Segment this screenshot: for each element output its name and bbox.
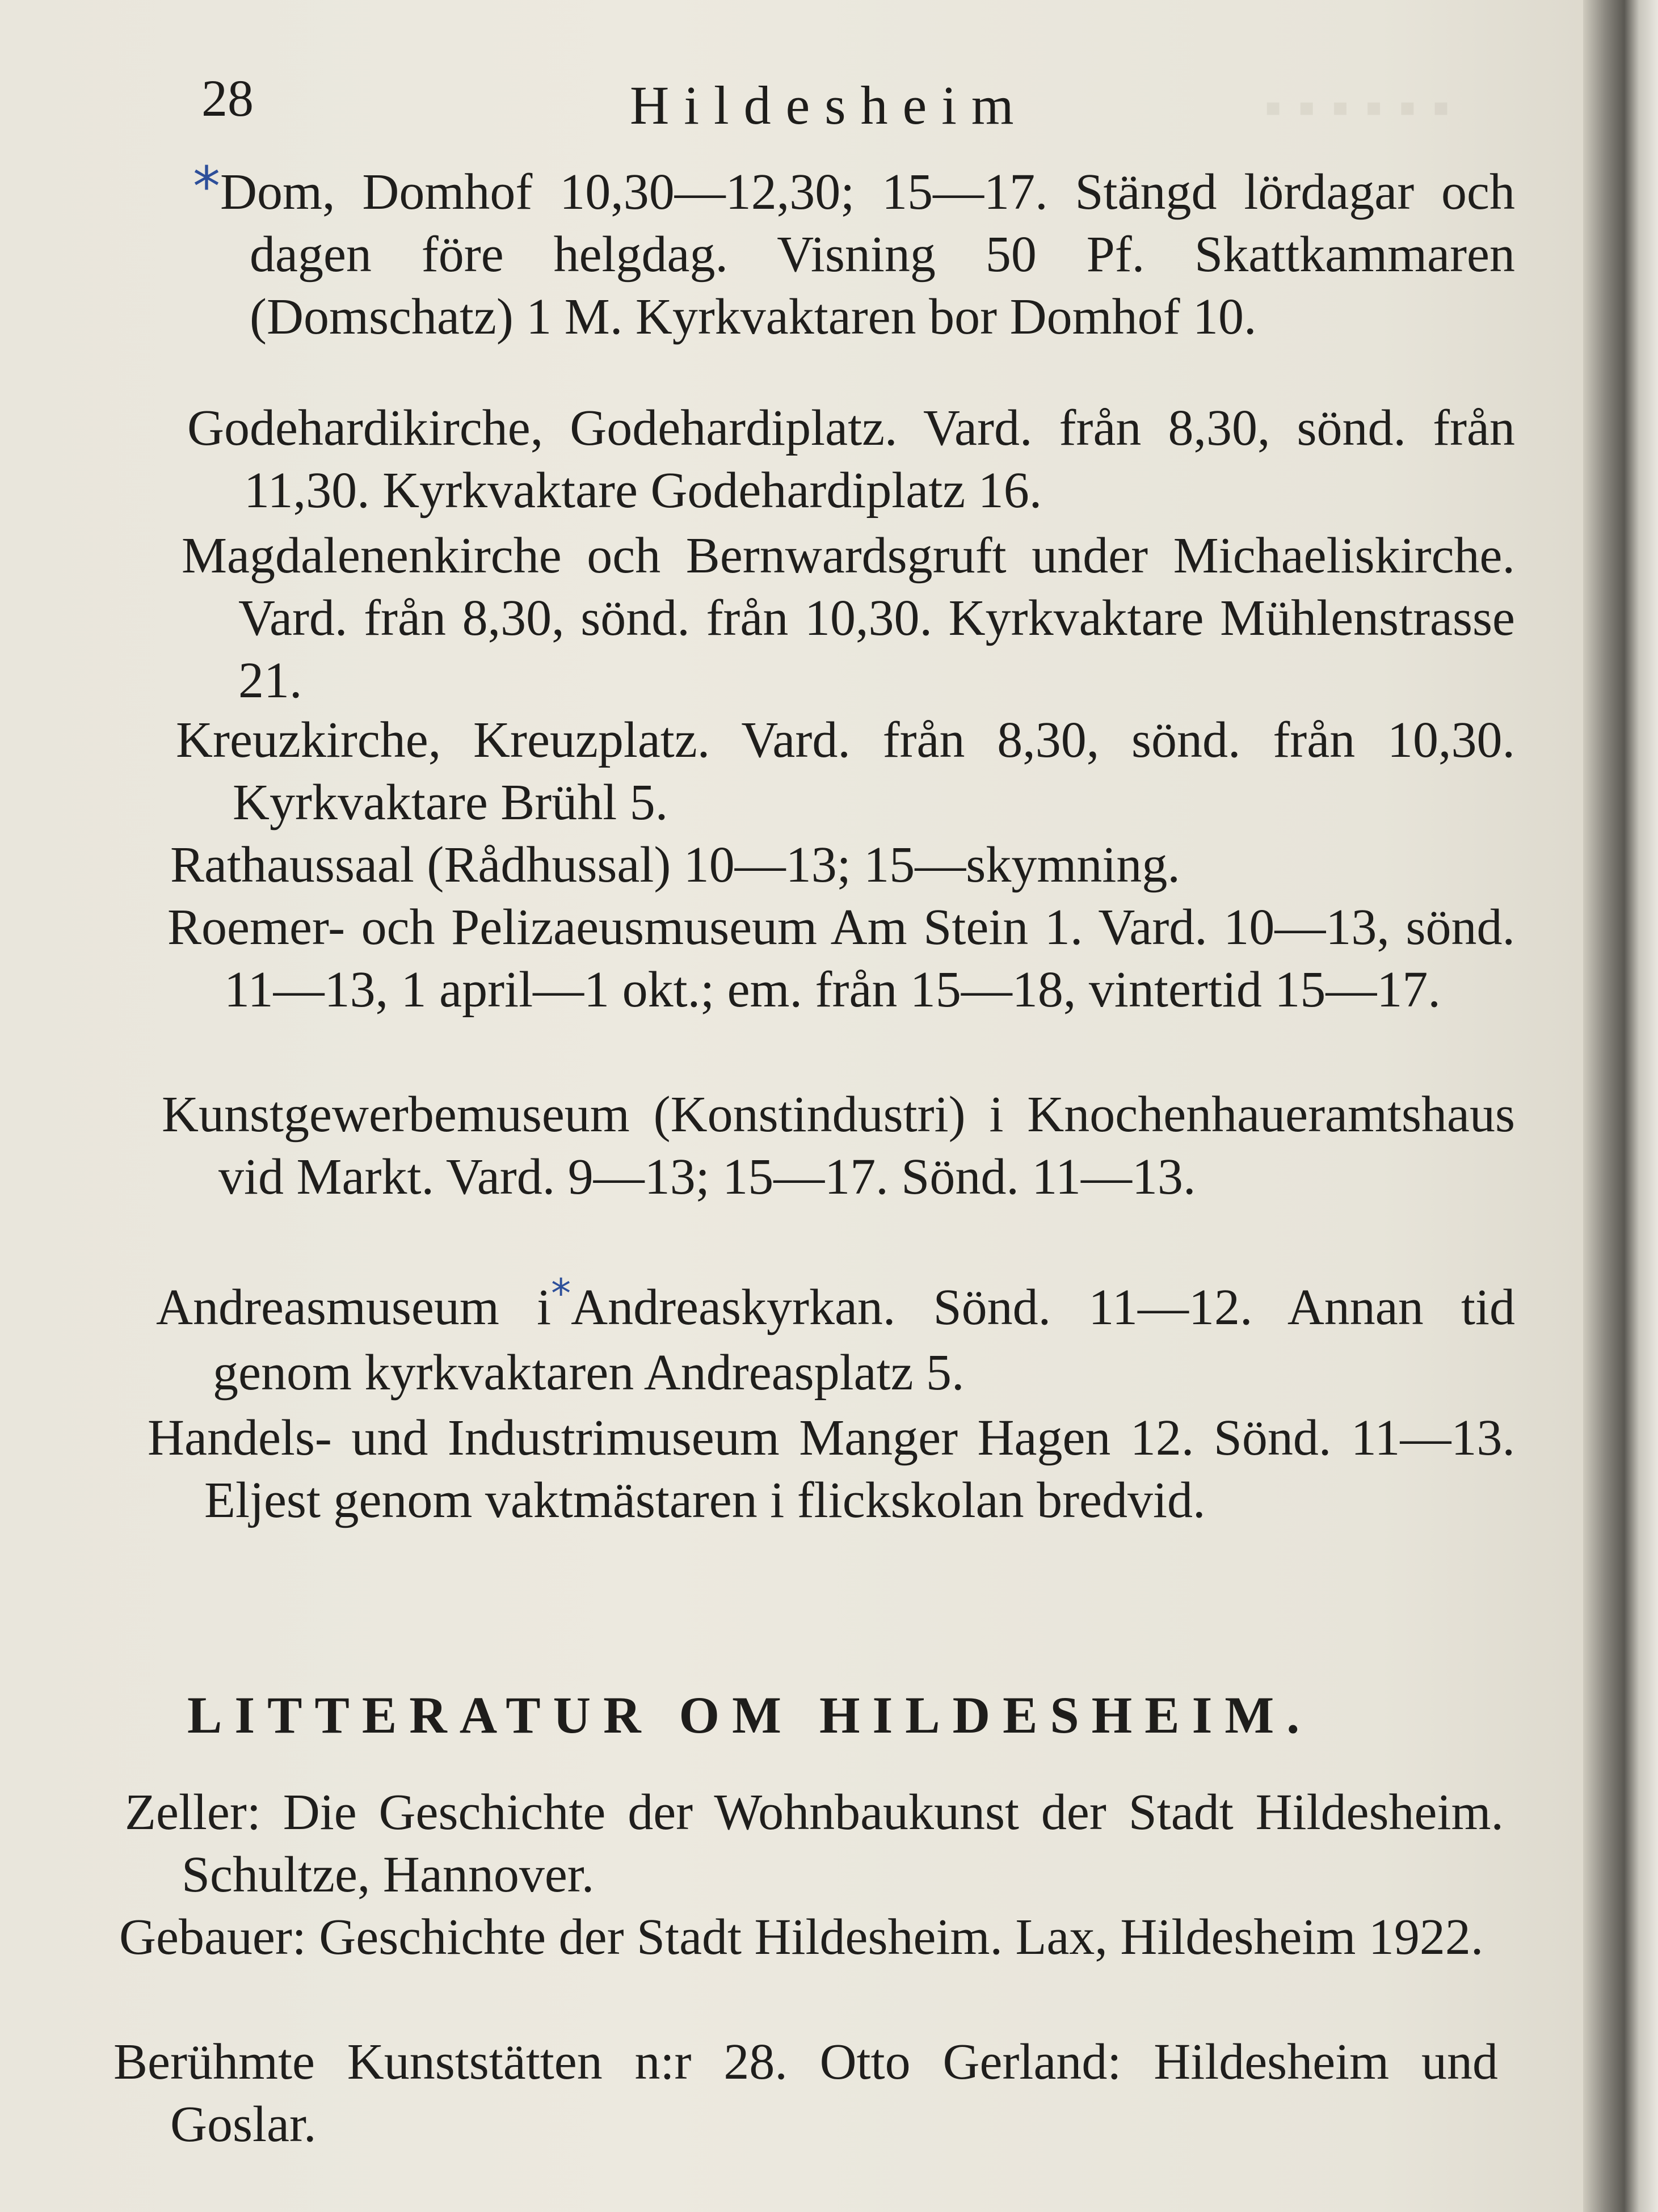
- entry-roemer-pelizaeusmuseum: [167, 896, 1515, 1021]
- entry-text: Kunstgewerbemuseum (Konstindustri) i Knochenhaueramtshaus vid Markt. Vard. 9—13; 15—17. Sönd. 11—13.: [162, 1086, 1515, 1205]
- entry-text-before: Andreasmuseum i: [156, 1279, 552, 1335]
- show-through-text: ▪▪▪▪▪▪: [1248, 81, 1450, 136]
- entry-text: Roemer- och Pelizaeusmuseum Am Stein 1. Vard. 10—13, sönd. 11—13, 1 april—1 okt.; em. från 15—18, vintertid 15—17.: [167, 899, 1515, 1018]
- entry-text-after: Andreaskyrkan. Sönd. 11—12. Annan tid genom kyrkvaktaren Andreasplatz 5.: [213, 1279, 1515, 1401]
- literature-item-zeller: [125, 1781, 1504, 1906]
- section-heading-literature: LITTERATUR OM HILDESHEIM.: [187, 1686, 1312, 1744]
- entry-kunstgewerbemuseum: [162, 1084, 1515, 1208]
- entry-kreuzkirche: [176, 709, 1515, 834]
- entry-text: Godehardikirche, Godehardiplatz. Vard. från 8,30, sönd. från 11,30. Kyrkvaktare Godehardiplatz 16.: [187, 400, 1515, 519]
- entry-rathaussaal: [170, 834, 1515, 896]
- entry-handels-industrimuseum: [148, 1407, 1515, 1532]
- literature-item-kunststatten: [113, 2031, 1498, 2156]
- literature-item-gebauer: [119, 1906, 1504, 1969]
- entry-text: Magdalenenkirche och Bernwardsgruft under Michaeliskirche. Vard. från 8,30, sönd. från 10,30. Kyrkvaktare Mühlenstrasse 21.: [182, 528, 1515, 709]
- entry-text: Kreuzkirche, Kreuzplatz. Vard. från 8,30, sönd. från 10,30. Kyrkvaktare Brühl 5.: [176, 712, 1515, 831]
- entry-godehardikirche: [187, 397, 1515, 522]
- handwritten-asterisk-icon: *: [193, 155, 220, 218]
- page-header: [0, 62, 1583, 142]
- literature-text: Gebauer: Geschichte der Stadt Hildesheim. Lax, Hildesheim 1922.: [119, 1909, 1484, 1965]
- entry-magdalenenkirche: [182, 525, 1515, 712]
- entry-andreasmuseum: [156, 1270, 1515, 1404]
- literature-text: Berühmte Kunststätten n:r 28. Otto Gerland: Hildesheim und Goslar.: [113, 2034, 1498, 2152]
- page-number: 28: [201, 69, 254, 127]
- handwritten-asterisk-icon: *: [551, 1270, 571, 1317]
- running-title: Hildesheim: [630, 75, 1029, 136]
- entry-text: Dom, Domhof 10,30—12,30; 15—17. Stängd lördagar och dagen före helgdag. Visning 50 Pf. Skattkammaren (Domschatz) 1 M. Kyrkvaktaren bor Domhof 10.: [220, 164, 1515, 345]
- entry-dom: [193, 155, 1515, 348]
- book-gutter: [1583, 0, 1658, 2212]
- literature-text: Zeller: Die Geschichte der Wohnbaukunst der Stadt Hildesheim. Schultze, Hannover.: [125, 1784, 1504, 1903]
- entry-text: Handels- und Industrimuseum Manger Hagen 12. Sönd. 11—13. Eljest genom vaktmästaren i flickskolan bredvid.: [148, 1410, 1515, 1528]
- entry-text: Rathaussaal (Rådhussal) 10—13; 15—skymning.: [170, 837, 1180, 893]
